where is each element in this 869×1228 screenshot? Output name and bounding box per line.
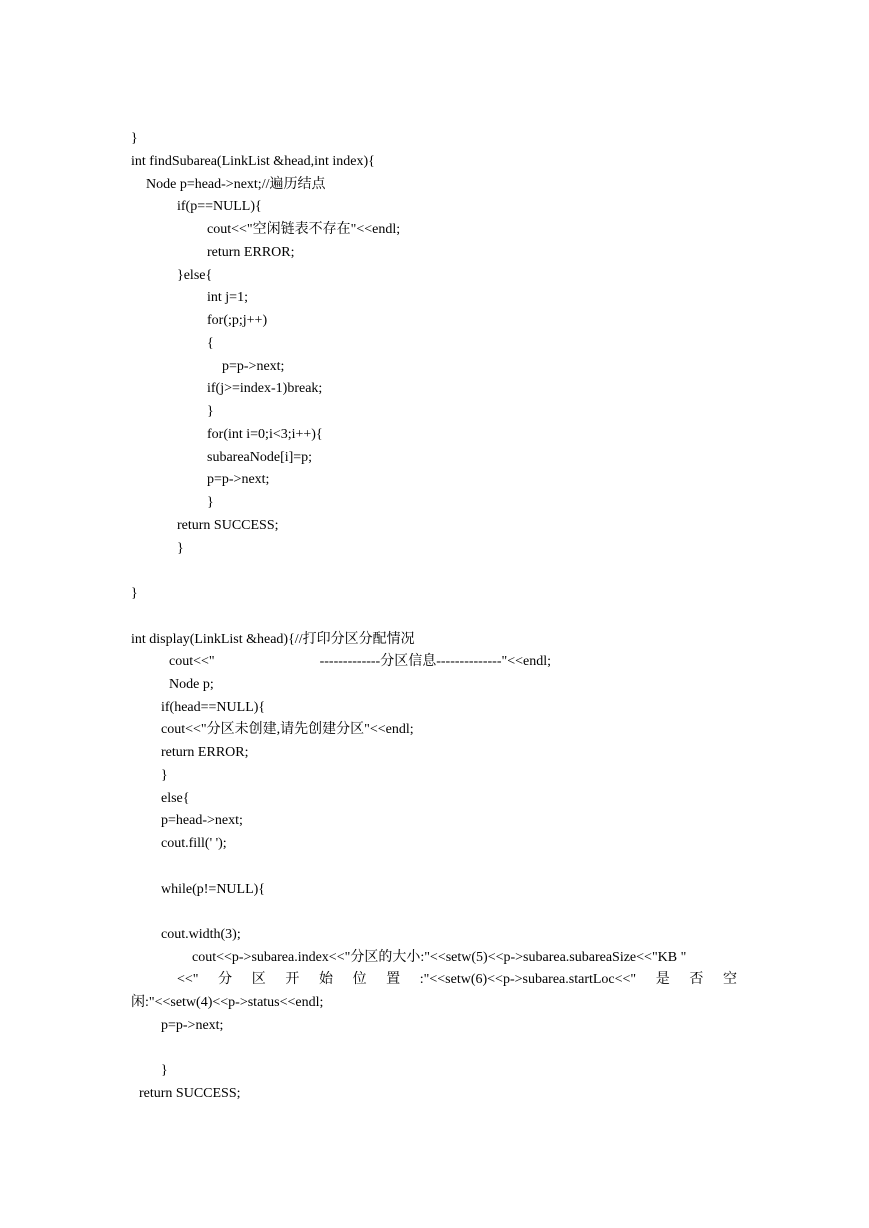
code-fragment: 分: [218, 972, 233, 987]
code-fragment: 否: [689, 972, 704, 987]
code-fragment: 始: [318, 972, 333, 987]
code-line: p=p->next;: [207, 472, 270, 487]
code-line: cout<<p->subarea.index<<"分区的大小:"<<setw(5)<<p->subarea.subareaSize<<"KB ": [192, 950, 687, 965]
code-fragment: 置: [386, 972, 401, 987]
code-line: 闲:"<<setw(4)<<p->status<<endl;: [131, 995, 324, 1010]
code-line: }: [207, 495, 214, 510]
code-line: if(p==NULL){: [177, 199, 262, 214]
code-line: cout.fill(' ');: [161, 836, 227, 851]
code-line: return ERROR;: [161, 745, 249, 760]
code-line: for(int i=0;i<3;i++){: [207, 427, 323, 442]
code-line: }: [161, 1063, 168, 1078]
code-line: Node p=head->next;//遍历结点: [146, 177, 326, 192]
code-line: p=head->next;: [161, 813, 243, 828]
code-line: cout.width(3);: [161, 927, 241, 942]
code-fragment: 空: [722, 972, 737, 987]
code-line: return SUCCESS;: [177, 518, 279, 533]
code-line: subareaNode[i]=p;: [207, 450, 313, 465]
code-line: p=p->next;: [222, 359, 285, 374]
code-fragment: 是: [655, 972, 670, 987]
code-fragment: 区: [251, 972, 266, 987]
code-line: }else{: [177, 268, 213, 283]
code-line: Node p;: [169, 677, 214, 692]
code-line: cout<<"空闲链表不存在"<<endl;: [207, 222, 401, 237]
code-line: while(p!=NULL){: [161, 882, 266, 897]
code-line: {: [207, 336, 214, 351]
code-line: for(;p;j++): [207, 313, 268, 328]
code-line: int j=1;: [207, 290, 248, 305]
justified-code-line: [177, 972, 737, 988]
code-line: }: [131, 586, 138, 601]
code-line: int display(LinkList &head){//打印分区分配情况: [131, 632, 415, 647]
code-fragment: 开: [285, 972, 300, 987]
code-fragment: 位: [352, 972, 367, 987]
code-line: p=p->next;: [161, 1018, 224, 1033]
code-fragment: :"<<setw(6)<<p->subarea.startLoc<<": [419, 972, 637, 987]
code-fragment: <<": [177, 972, 199, 987]
code-line: }: [177, 541, 184, 556]
code-line: return ERROR;: [207, 245, 295, 260]
code-line: return SUCCESS;: [139, 1086, 241, 1101]
code-line: cout<<" -------------分区信息--------------"<<endl;: [169, 654, 551, 669]
code-line: if(head==NULL){: [161, 700, 266, 715]
code-line: }: [131, 131, 138, 146]
code-line: cout<<"分区未创建,请先创建分区"<<endl;: [161, 722, 414, 737]
code-line: else{: [161, 791, 190, 806]
code-line: }: [161, 768, 168, 783]
code-line: }: [207, 404, 214, 419]
code-line: int findSubarea(LinkList &head,int index){: [131, 154, 375, 169]
code-line: if(j>=index-1)break;: [207, 381, 323, 396]
